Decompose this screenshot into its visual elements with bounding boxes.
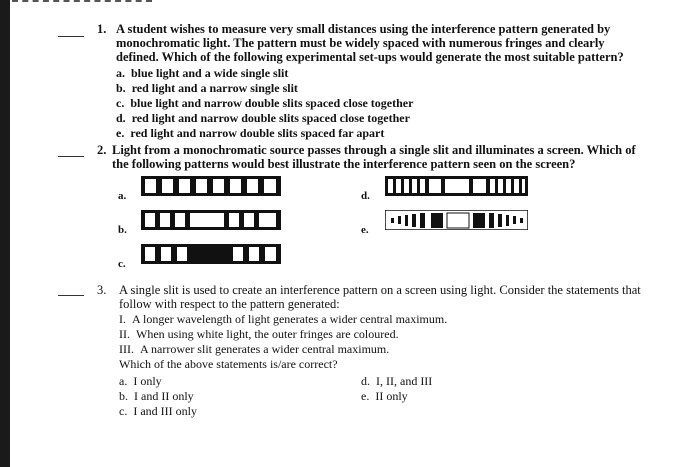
pattern-c-label: c. bbox=[118, 258, 126, 270]
q2-text: Light from a monochromatic source passes through a single slit and illuminates a screen. Which of the following patterns would best illustrate the interference pattern seen on the screen? bbox=[112, 143, 636, 171]
answer-blank-q1[interactable] bbox=[58, 35, 84, 37]
q3-option-a: a. I only bbox=[119, 374, 162, 388]
fringe-pattern-c bbox=[141, 244, 281, 264]
q3-statement-1: I. A longer wavelength of light generates a wider central maximum. bbox=[119, 312, 448, 326]
pattern-a-label: a. bbox=[118, 190, 127, 202]
fringe-pattern-a bbox=[141, 176, 281, 196]
q3-statement-2: II. When using white light, the outer fringes are coloured. bbox=[119, 327, 399, 341]
q3-option-c: c. I and III only bbox=[119, 404, 197, 418]
q1-option-e: e. red light and narrow double slits spaced far apart bbox=[116, 126, 385, 140]
answer-blank-q3[interactable] bbox=[58, 294, 84, 296]
q3-text: A single slit is used to create an interference pattern on a screen using light. Consider the statements that follow with respect to the pattern generated: bbox=[119, 283, 641, 311]
q1-option-b: b. red light and a narrow single slit bbox=[116, 81, 298, 95]
pattern-e-label: e. bbox=[361, 224, 369, 236]
q1-option-c: c. blue light and narrow double slits spaced close together bbox=[116, 96, 414, 110]
q3-number: 3. bbox=[97, 283, 107, 297]
q3-option-e: e. II only bbox=[361, 389, 408, 403]
top-dashed-line bbox=[12, 0, 152, 5]
q1-text: A student wishes to measure very small distances using the interference pattern generated by monochromatic light. The pattern must be widely spaced with numerous fringes and clearly defined. Which of the following experimental set-ups would generate the most suitable pattern? bbox=[116, 22, 624, 64]
q3-option-b: b. I and II only bbox=[119, 389, 194, 403]
q3-option-d: d. I, II, and III bbox=[361, 374, 433, 388]
pattern-d-label: d. bbox=[361, 190, 370, 202]
pattern-b-label: b. bbox=[118, 224, 127, 236]
fringe-pattern-e bbox=[385, 210, 528, 230]
fringe-pattern-b bbox=[141, 210, 281, 230]
left-page-edge bbox=[0, 0, 10, 467]
answer-blank-q2[interactable] bbox=[58, 155, 84, 157]
q1-option-a: a. blue light and a wide single slit bbox=[116, 66, 289, 80]
q3-prompt: Which of the above statements is/are correct? bbox=[119, 357, 338, 371]
q2-number: 2. bbox=[97, 143, 107, 157]
q3-statement-3: III. A narrower slit generates a wider central maximum. bbox=[119, 342, 390, 356]
fringe-pattern-d bbox=[385, 176, 528, 196]
q1-number: 1. bbox=[97, 22, 107, 36]
q1-option-d: d. red light and narrow double slits spaced close together bbox=[116, 111, 410, 125]
